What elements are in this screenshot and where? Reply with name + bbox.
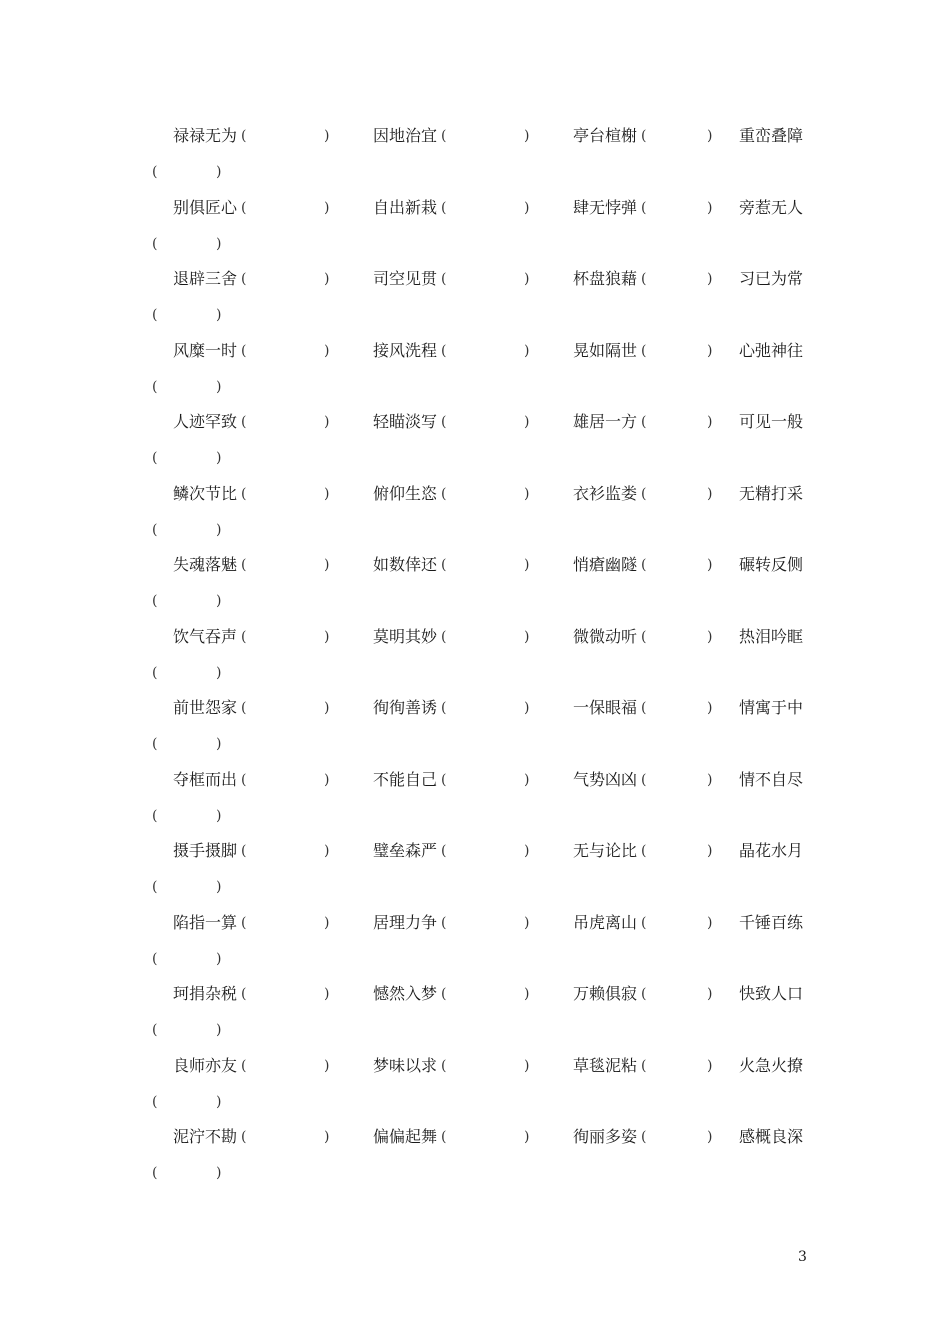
exercise-line-continued	[0, 446, 950, 470]
idiom-text: 可见一般	[739, 412, 804, 431]
exercise-row	[0, 196, 950, 268]
answer-blank-open[interactable]: (	[152, 951, 158, 967]
answer-blank-close: )	[216, 379, 222, 395]
answer-blank-open[interactable]: (	[241, 986, 247, 1002]
answer-blank-close: )	[324, 128, 330, 144]
answer-blank-open[interactable]: (	[152, 236, 158, 252]
answer-blank-open[interactable]: (	[152, 1094, 158, 1110]
idiom-text: 如数倖还	[373, 555, 438, 574]
answer-blank-open[interactable]: (	[152, 307, 158, 323]
answer-blank-open[interactable]: (	[241, 200, 247, 216]
idiom-text: 泥泞不勘	[173, 1127, 238, 1146]
exercise-line-continued	[0, 589, 950, 613]
answer-blank-open[interactable]: (	[441, 986, 447, 1002]
answer-blank-close: )	[216, 736, 222, 752]
answer-blank-open[interactable]: (	[441, 700, 447, 716]
exercise-row	[0, 410, 950, 482]
answer-blank-close: )	[216, 593, 222, 609]
answer-blank-close: )	[216, 522, 222, 538]
idiom-text: 火急火撩	[739, 1056, 804, 1075]
answer-blank-close: )	[216, 236, 222, 252]
exercise-line	[0, 410, 950, 434]
idiom-text: 良师亦友	[173, 1056, 238, 1075]
idiom-text: 杯盘狼藉	[573, 269, 638, 288]
answer-blank-open[interactable]: (	[241, 271, 247, 287]
answer-blank-close: )	[707, 414, 713, 430]
answer-blank-close: )	[707, 486, 713, 502]
answer-blank-open[interactable]: (	[441, 343, 447, 359]
exercise-line-continued	[0, 518, 950, 542]
answer-blank-open[interactable]: (	[441, 271, 447, 287]
exercise-line-continued	[0, 232, 950, 256]
exercise-line	[0, 911, 950, 935]
answer-blank-close: )	[707, 557, 713, 573]
exercise-line	[0, 482, 950, 506]
idiom-text: 风糜一时	[173, 341, 238, 360]
answer-blank-close: )	[324, 1058, 330, 1074]
exercise-line	[0, 696, 950, 720]
exercise-line	[0, 839, 950, 863]
answer-blank-close: )	[707, 1129, 713, 1145]
answer-blank-open[interactable]: (	[641, 128, 647, 144]
exercise-row	[0, 553, 950, 625]
answer-blank-open[interactable]: (	[641, 414, 647, 430]
answer-blank-open[interactable]: (	[241, 1129, 247, 1145]
answer-blank-open[interactable]: (	[441, 629, 447, 645]
exercise-row	[0, 696, 950, 768]
answer-blank-open[interactable]: (	[641, 343, 647, 359]
answer-blank-open[interactable]: (	[152, 450, 158, 466]
idiom-text: 晶花水月	[739, 841, 804, 860]
answer-blank-open[interactable]: (	[641, 629, 647, 645]
answer-blank-open[interactable]: (	[241, 629, 247, 645]
idiom-text: 微微动听	[573, 627, 638, 646]
exercise-row	[0, 267, 950, 339]
exercise-row	[0, 482, 950, 554]
answer-blank-open[interactable]: (	[241, 700, 247, 716]
exercise-line-continued	[0, 732, 950, 756]
exercise-row	[0, 768, 950, 840]
answer-blank-close: )	[324, 843, 330, 859]
idiom-text: 情寓于中	[739, 698, 804, 717]
exercise-row	[0, 982, 950, 1054]
exercise-line-continued	[0, 375, 950, 399]
answer-blank-open[interactable]: (	[152, 164, 158, 180]
idiom-text: 夺框而出	[173, 770, 238, 789]
answer-blank-close: )	[216, 665, 222, 681]
answer-blank-open[interactable]: (	[152, 1165, 158, 1181]
exercise-line-continued	[0, 1090, 950, 1114]
answer-blank-close: )	[707, 772, 713, 788]
exercise-row	[0, 839, 950, 911]
answer-blank-open[interactable]: (	[152, 808, 158, 824]
answer-blank-close: )	[524, 343, 530, 359]
exercise-line	[0, 124, 950, 148]
answer-blank-open[interactable]: (	[441, 414, 447, 430]
answer-blank-close: )	[524, 629, 530, 645]
idiom-text: 万赖俱寂	[573, 984, 638, 1003]
answer-blank-close: )	[707, 200, 713, 216]
idiom-text: 因地治宜	[373, 126, 438, 145]
idiom-text: 饮气吞声	[173, 627, 238, 646]
answer-blank-open[interactable]: (	[441, 200, 447, 216]
idiom-text: 鳞次节比	[173, 484, 238, 503]
answer-blank-close: )	[216, 879, 222, 895]
answer-blank-open[interactable]: (	[641, 486, 647, 502]
answer-blank-open[interactable]: (	[152, 879, 158, 895]
answer-blank-close: )	[216, 951, 222, 967]
idiom-text: 司空见贯	[373, 269, 438, 288]
answer-blank-open[interactable]: (	[641, 700, 647, 716]
idiom-text: 陷指一算	[173, 913, 238, 932]
exercise-row	[0, 339, 950, 411]
answer-blank-open[interactable]: (	[641, 1058, 647, 1074]
exercise-line	[0, 267, 950, 291]
answer-blank-close: )	[216, 808, 222, 824]
exercise-line-continued	[0, 947, 950, 971]
exercise-row	[0, 625, 950, 697]
exercise-row	[0, 911, 950, 983]
answer-blank-open[interactable]: (	[641, 843, 647, 859]
idiom-text: 憾然入梦	[373, 984, 438, 1003]
idiom-text: 前世怨家	[173, 698, 238, 717]
exercise-line	[0, 196, 950, 220]
answer-blank-close: )	[524, 271, 530, 287]
answer-blank-close: )	[707, 629, 713, 645]
idiom-text: 习已为常	[739, 269, 804, 288]
answer-blank-close: )	[524, 843, 530, 859]
answer-blank-close: )	[216, 450, 222, 466]
answer-blank-open[interactable]: (	[241, 128, 247, 144]
answer-blank-close: )	[324, 486, 330, 502]
answer-blank-close: )	[524, 1129, 530, 1145]
idiom-text: 悄瘡幽隧	[573, 555, 638, 574]
exercise-line-continued	[0, 661, 950, 685]
idiom-text: 晃如隔世	[573, 341, 638, 360]
idiom-text: 草毯泥粘	[573, 1056, 638, 1075]
idiom-text: 雄居一方	[573, 412, 638, 431]
idiom-text: 碾转反侧	[739, 555, 804, 574]
idiom-text: 偏偏起舞	[373, 1127, 438, 1146]
answer-blank-open[interactable]: (	[241, 414, 247, 430]
idiom-text: 摄手摄脚	[173, 841, 238, 860]
answer-blank-open[interactable]: (	[641, 557, 647, 573]
idiom-text: 肆无悖弹	[573, 198, 638, 217]
answer-blank-close: )	[216, 1094, 222, 1110]
exercise-row	[0, 1125, 950, 1197]
answer-blank-open[interactable]: (	[152, 522, 158, 538]
idiom-text: 别俱匠心	[173, 198, 238, 217]
answer-blank-close: )	[324, 271, 330, 287]
answer-blank-close: )	[324, 986, 330, 1002]
answer-blank-close: )	[524, 772, 530, 788]
idiom-text: 璧垒森严	[373, 841, 438, 860]
exercise-line	[0, 625, 950, 649]
idiom-text: 梦味以求	[373, 1056, 438, 1075]
answer-blank-close: )	[707, 271, 713, 287]
answer-blank-close: )	[707, 843, 713, 859]
idiom-text: 心弛神往	[739, 341, 804, 360]
idiom-text: 重峦叠障	[739, 126, 804, 145]
answer-blank-open[interactable]: (	[152, 736, 158, 752]
answer-blank-close: )	[324, 1129, 330, 1145]
idiom-text: 无与论比	[573, 841, 638, 860]
answer-blank-close: )	[324, 629, 330, 645]
answer-blank-open[interactable]: (	[241, 557, 247, 573]
answer-blank-open[interactable]: (	[641, 200, 647, 216]
answer-blank-close: )	[216, 307, 222, 323]
answer-blank-open[interactable]: (	[441, 915, 447, 931]
answer-blank-close: )	[524, 414, 530, 430]
exercise-line	[0, 1054, 950, 1078]
idiom-text: 珂捐杂税	[173, 984, 238, 1003]
answer-blank-open[interactable]: (	[641, 271, 647, 287]
answer-blank-open[interactable]: (	[441, 843, 447, 859]
answer-blank-close: )	[324, 915, 330, 931]
answer-blank-open[interactable]: (	[441, 1129, 447, 1145]
exercise-row	[0, 124, 950, 196]
answer-blank-close: )	[324, 557, 330, 573]
idiom-text: 失魂落魅	[173, 555, 238, 574]
idiom-text: 莫明其妙	[373, 627, 438, 646]
answer-blank-open[interactable]: (	[152, 665, 158, 681]
idiom-text: 人迹罕致	[173, 412, 238, 431]
answer-blank-close: )	[707, 128, 713, 144]
idiom-text: 自出新栽	[373, 198, 438, 217]
answer-blank-open[interactable]: (	[441, 486, 447, 502]
idiom-text: 徇丽多姿	[573, 1127, 638, 1146]
answer-blank-close: )	[324, 343, 330, 359]
answer-blank-close: )	[707, 986, 713, 1002]
answer-blank-open[interactable]: (	[241, 1058, 247, 1074]
exercise-line-continued	[0, 804, 950, 828]
idiom-text: 快致人口	[739, 984, 804, 1003]
answer-blank-open[interactable]: (	[641, 986, 647, 1002]
answer-blank-open[interactable]: (	[441, 772, 447, 788]
answer-blank-close: )	[707, 343, 713, 359]
answer-blank-close: )	[707, 1058, 713, 1074]
idiom-text: 衣衫监娄	[573, 484, 638, 503]
answer-blank-open[interactable]: (	[641, 915, 647, 931]
idiom-text: 亭台楦榭	[573, 126, 638, 145]
exercise-line-continued	[0, 1018, 950, 1042]
answer-blank-open[interactable]: (	[152, 593, 158, 609]
idiom-text: 气势凶凶	[573, 770, 638, 789]
page-number: 3	[798, 1249, 807, 1265]
idiom-text: 徇徇善诱	[373, 698, 438, 717]
exercise-line	[0, 339, 950, 363]
answer-blank-open[interactable]: (	[441, 128, 447, 144]
answer-blank-open[interactable]: (	[152, 379, 158, 395]
idiom-text: 禄禄无为	[173, 126, 238, 145]
answer-blank-close: )	[524, 557, 530, 573]
idiom-text: 接风洗程	[373, 341, 438, 360]
answer-blank-close: )	[524, 486, 530, 502]
exercise-line	[0, 768, 950, 792]
idiom-text: 吊虎离山	[573, 913, 638, 932]
answer-blank-close: )	[324, 700, 330, 716]
answer-blank-open[interactable]: (	[241, 843, 247, 859]
answer-blank-close: )	[324, 200, 330, 216]
answer-blank-close: )	[324, 772, 330, 788]
answer-blank-open[interactable]: (	[641, 772, 647, 788]
answer-blank-close: )	[524, 915, 530, 931]
exercise-line	[0, 553, 950, 577]
exercise-line-continued	[0, 160, 950, 184]
exercise-line	[0, 982, 950, 1006]
answer-blank-close: )	[524, 128, 530, 144]
answer-blank-open[interactable]: (	[441, 557, 447, 573]
idiom-text: 退辟三舍	[173, 269, 238, 288]
exercise-line-continued	[0, 1161, 950, 1185]
idiom-text: 俯仰生恣	[373, 484, 438, 503]
answer-blank-close: )	[524, 986, 530, 1002]
answer-blank-open[interactable]: (	[241, 486, 247, 502]
answer-blank-close: )	[524, 200, 530, 216]
answer-blank-open[interactable]: (	[441, 1058, 447, 1074]
answer-blank-close: )	[707, 915, 713, 931]
answer-blank-open[interactable]: (	[641, 1129, 647, 1145]
exercise-line-continued	[0, 303, 950, 327]
answer-blank-close: )	[707, 700, 713, 716]
answer-blank-open[interactable]: (	[241, 343, 247, 359]
answer-blank-open[interactable]: (	[152, 1022, 158, 1038]
answer-blank-close: )	[324, 414, 330, 430]
idiom-text: 千锤百练	[739, 913, 804, 932]
idiom-text: 不能自己	[373, 770, 438, 789]
answer-blank-close: )	[524, 1058, 530, 1074]
answer-blank-close: )	[524, 700, 530, 716]
answer-blank-close: )	[216, 1022, 222, 1038]
idiom-text: 轻瞄淡写	[373, 412, 438, 431]
exercise-line-continued	[0, 875, 950, 899]
answer-blank-open[interactable]: (	[241, 772, 247, 788]
idiom-text: 无精打采	[739, 484, 804, 503]
exercise-line	[0, 1125, 950, 1149]
answer-blank-close: )	[216, 1165, 222, 1181]
idiom-text: 旁惹无人	[739, 198, 804, 217]
idiom-text: 热泪吟眶	[739, 627, 804, 646]
idiom-text: 感概良深	[739, 1127, 804, 1146]
idiom-text: 一保眼福	[573, 698, 638, 717]
exercise-row	[0, 1054, 950, 1126]
answer-blank-open[interactable]: (	[241, 915, 247, 931]
answer-blank-close: )	[216, 164, 222, 180]
idiom-text: 情不自尽	[739, 770, 804, 789]
idiom-text: 居理力争	[373, 913, 438, 932]
